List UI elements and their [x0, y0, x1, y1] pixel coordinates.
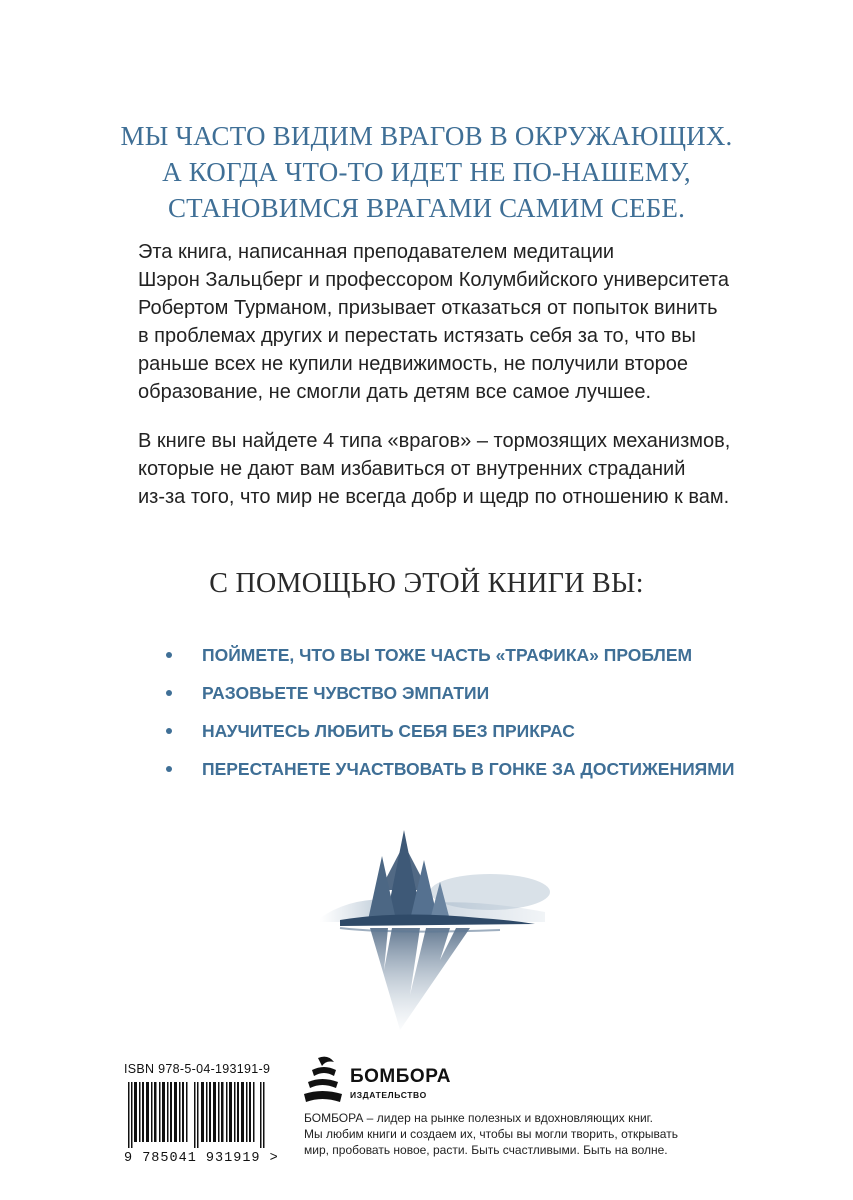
publisher-name: БОМБОРА — [350, 1066, 451, 1087]
bullet-dot-icon — [166, 652, 172, 658]
publisher-description-line: Мы любим книги и создаем их, чтобы вы могли творить, открывать — [304, 1127, 678, 1141]
description-paragraph-1 — [138, 238, 778, 406]
paragraph-line: Шэрон Зальцберг и профессором Колумбийского университета — [138, 269, 729, 291]
headline-line: СТАНОВИМСЯ ВРАГАМИ САМИМ СЕБЕ. — [167, 193, 686, 223]
headline-line: А КОГДА ЧТО-ТО ИДЕТ НЕ ПО-НАШЕМУ, — [162, 157, 691, 187]
list-item-text: НАУЧИТЕСЬ ЛЮБИТЬ СЕБЯ БЕЗ ПРИКРАС — [202, 721, 575, 741]
bullet-dot-icon — [166, 766, 172, 772]
paragraph-line: Эта книга, написанная преподавателем медитации — [138, 241, 615, 263]
benefits-list — [160, 636, 734, 788]
publisher-description — [304, 1110, 734, 1158]
barcode-icon — [124, 1082, 276, 1148]
barcode-digits: 9 785041 931919 > — [124, 1151, 279, 1166]
publisher-subtitle: ИЗДАТЕЛЬСТВО — [350, 1090, 427, 1100]
description-paragraph-2 — [138, 427, 778, 511]
benefits-heading: С ПОМОЩЬЮ ЭТОЙ КНИГИ ВЫ: — [209, 568, 644, 599]
headline — [0, 118, 853, 226]
headline-line: МЫ ЧАСТО ВИДИМ ВРАГОВ В ОКРУЖАЮЩИХ. — [120, 121, 733, 151]
isbn-label: ISBN 978-5-04-193191-9 — [124, 1062, 271, 1076]
island-illustration-icon — [300, 820, 560, 1040]
list-item-text: ПЕРЕСТАНЕТЕ УЧАСТВОВАТЬ В ГОНКЕ ЗА ДОСТИЖЕНИЯМИ — [202, 759, 735, 779]
list-item-text: ПОЙМЕТЕ, ЧТО ВЫ ТОЖЕ ЧАСТЬ «ТРАФИКА» ПРОБЛЕМ — [202, 645, 693, 665]
list-item-text: РАЗОВЬЕТЕ ЧУВСТВО ЭМПАТИИ — [202, 683, 490, 703]
paragraph-line: которые не дают вам избавиться от внутренних страданий — [138, 458, 686, 480]
publisher-description-line: БОМБОРА – лидер на рынке полезных и вдохновляющих книг. — [304, 1111, 653, 1125]
paragraph-line: в проблемах других и перестать истязать себя за то, что вы — [138, 325, 696, 347]
bullet-dot-icon — [166, 728, 172, 734]
list-item — [160, 750, 734, 788]
paragraph-line: образование, не смогли дать детям все самое лучшее. — [138, 381, 652, 403]
publisher-description-line: мир, пробовать новое, расти. Быть счастливыми. Быть на волне. — [304, 1143, 668, 1157]
paragraph-line: В книге вы найдете 4 типа «врагов» – тормозящих механизмов, — [138, 430, 731, 452]
list-item — [160, 636, 734, 674]
paragraph-line: Робертом Турманом, призывает отказаться от попыток винить — [138, 297, 718, 319]
list-item — [160, 674, 734, 712]
bullet-dot-icon — [166, 690, 172, 696]
paragraph-line: раньше всех не купили недвижимость, не получили второе — [138, 353, 688, 375]
paragraph-line: из-за того, что мир не всегда добр и щедр по отношению к вам. — [138, 486, 730, 508]
isbn-block — [124, 1062, 280, 1166]
list-item — [160, 712, 734, 750]
